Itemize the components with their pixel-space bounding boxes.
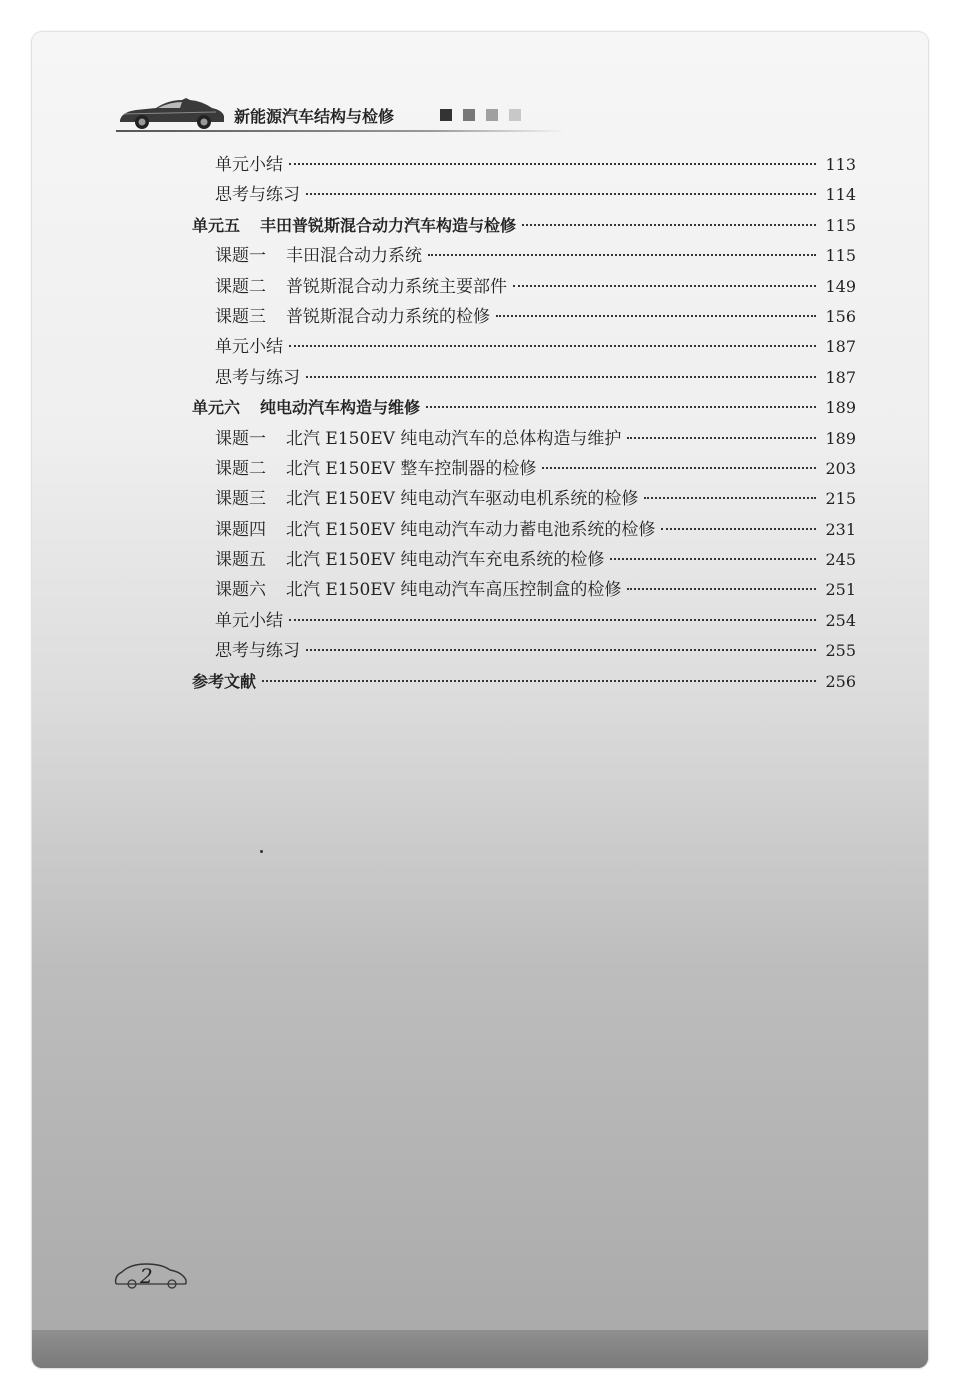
toc-entry-title: 普锐斯混合动力系统主要部件 (286, 276, 507, 297)
toc-entry-prefix: 课题一 (215, 428, 266, 449)
toc-entry-prefix: 课题二 (215, 458, 266, 479)
toc-leader-dots (289, 345, 816, 347)
toc-leader-dots (306, 649, 816, 651)
toc-page-number: 203 (825, 458, 856, 478)
toc-leader-dots (644, 497, 816, 499)
toc-entry-title: 思考与练习 (215, 367, 300, 388)
toc-entry (192, 575, 856, 605)
toc-leader-dots (289, 163, 816, 165)
toc-entry-label (215, 363, 300, 393)
toc-leader-dots (306, 376, 816, 378)
toc-entry (192, 363, 856, 393)
toc-entry-label (215, 332, 283, 362)
toc-leader-dots (306, 193, 816, 195)
running-header (116, 90, 576, 134)
toc-leader-dots (513, 285, 816, 287)
toc-entry-title: 单元小结 (215, 155, 283, 175)
toc-page-number: 215 (825, 489, 856, 509)
toc-entry (192, 424, 856, 454)
toc-entry-label (215, 272, 507, 302)
toc-entry-prefix: 单元五 (192, 215, 241, 235)
toc-leader-dots (661, 528, 816, 530)
toc-entry-label (215, 150, 283, 180)
toc-entry-label (215, 575, 621, 605)
toc-page-number: 231 (825, 519, 856, 539)
toc-entry-label (215, 545, 604, 575)
toc-leader-dots (496, 315, 816, 317)
toc-entry-label (192, 667, 256, 697)
toc-unit-entry (192, 667, 856, 697)
toc-entry-prefix: 单元六 (192, 398, 241, 418)
toc-leader-dots (289, 619, 816, 621)
toc-entry-title: 普锐斯混合动力系统的检修 (286, 306, 490, 327)
toc-entry-label (192, 211, 516, 241)
table-of-contents (192, 150, 856, 697)
toc-page-number: 114 (825, 185, 856, 205)
page-speck (260, 850, 263, 853)
header-square (463, 109, 475, 121)
toc-page-number: 245 (825, 550, 856, 570)
toc-entry-title: 北汽 E150EV 纯电动汽车驱动电机系统的检修 (286, 489, 639, 510)
toc-entry-label (215, 302, 490, 332)
toc-entry-label (215, 515, 655, 545)
toc-entry-title: 思考与练习 (215, 185, 300, 206)
toc-leader-dots (627, 437, 816, 439)
toc-entry-label (215, 241, 422, 271)
toc-entry-title: 丰田普锐斯混合动力汽车构造与检修 (260, 215, 517, 235)
toc-leader-dots (610, 558, 816, 560)
toc-page-number: 256 (825, 671, 856, 691)
toc-page-number: 187 (825, 337, 856, 357)
toc-unit-entry (192, 211, 856, 241)
toc-entry-label (215, 180, 300, 210)
header-square (440, 109, 452, 121)
book-page (32, 32, 928, 1368)
toc-page-number: 251 (825, 580, 856, 600)
header-squares (440, 109, 521, 121)
book-title: 新能源汽车结构与检修 (234, 107, 395, 126)
toc-page-number: 115 (825, 215, 856, 235)
toc-leader-dots (522, 224, 816, 226)
toc-page-number: 149 (825, 276, 856, 296)
toc-entry-title: 北汽 E150EV 整车控制器的检修 (286, 458, 537, 479)
toc-entry (192, 484, 856, 514)
toc-entry-title: 丰田混合动力系统 (286, 246, 422, 267)
page-number: 2 (140, 1264, 153, 1288)
header-underline (116, 130, 566, 132)
toc-entry-title: 思考与练习 (215, 641, 300, 662)
toc-entry-label (215, 606, 283, 636)
toc-leader-dots (426, 406, 816, 408)
toc-entry (192, 150, 856, 180)
toc-entry (192, 272, 856, 302)
toc-entry-label (215, 484, 638, 514)
toc-page-number: 255 (825, 641, 856, 661)
toc-entry-title: 纯电动汽车构造与维修 (260, 398, 421, 418)
toc-entry-prefix: 课题三 (215, 489, 266, 510)
toc-entry-title: 北汽 E150EV 纯电动汽车动力蓄电池系统的检修 (286, 519, 656, 540)
toc-entry (192, 636, 856, 666)
toc-entry (192, 606, 856, 636)
toc-entry-title: 北汽 E150EV 纯电动汽车充电系统的检修 (286, 550, 605, 571)
toc-entry-label (215, 636, 300, 666)
toc-entry (192, 545, 856, 575)
toc-entry-label (192, 393, 420, 423)
toc-page-number: 113 (825, 155, 856, 174)
toc-page-number: 254 (825, 610, 856, 630)
bottom-bar (32, 1330, 928, 1368)
toc-leader-dots (542, 467, 816, 469)
toc-entry-prefix: 课题三 (215, 306, 266, 327)
toc-page-number: 187 (825, 367, 856, 387)
header-square (486, 109, 498, 121)
toc-unit-entry (192, 393, 856, 423)
toc-page-number: 189 (825, 428, 856, 448)
toc-leader-dots (428, 254, 816, 256)
header-square (509, 109, 521, 121)
toc-leader-dots (262, 680, 816, 682)
toc-entry-prefix: 课题二 (215, 276, 266, 297)
toc-entry-title: 北汽 E150EV 纯电动汽车的总体构造与维护 (286, 428, 622, 449)
toc-page-number: 156 (825, 306, 856, 326)
toc-entry-prefix: 课题五 (215, 550, 266, 571)
toc-entry (192, 332, 856, 362)
toc-page-number: 115 (825, 246, 856, 266)
toc-entry-title: 单元小结 (215, 337, 283, 358)
toc-entry-title: 单元小结 (215, 610, 283, 631)
toc-entry-title: 北汽 E150EV 纯电动汽车高压控制盒的检修 (286, 580, 622, 601)
toc-entry (192, 515, 856, 545)
toc-entry (192, 302, 856, 332)
toc-entry-prefix: 课题四 (215, 519, 266, 540)
toc-entry-prefix: 课题六 (215, 580, 266, 601)
toc-entry (192, 241, 856, 271)
toc-page-number: 189 (825, 398, 856, 418)
toc-entry-label (215, 424, 621, 454)
toc-entry-label (215, 454, 536, 484)
toc-entry-title: 参考文献 (192, 671, 257, 691)
toc-entry-prefix: 课题一 (215, 246, 266, 267)
toc-entry (192, 180, 856, 210)
convertible-car-icon (116, 90, 228, 132)
toc-entry (192, 454, 856, 484)
toc-leader-dots (627, 588, 816, 590)
